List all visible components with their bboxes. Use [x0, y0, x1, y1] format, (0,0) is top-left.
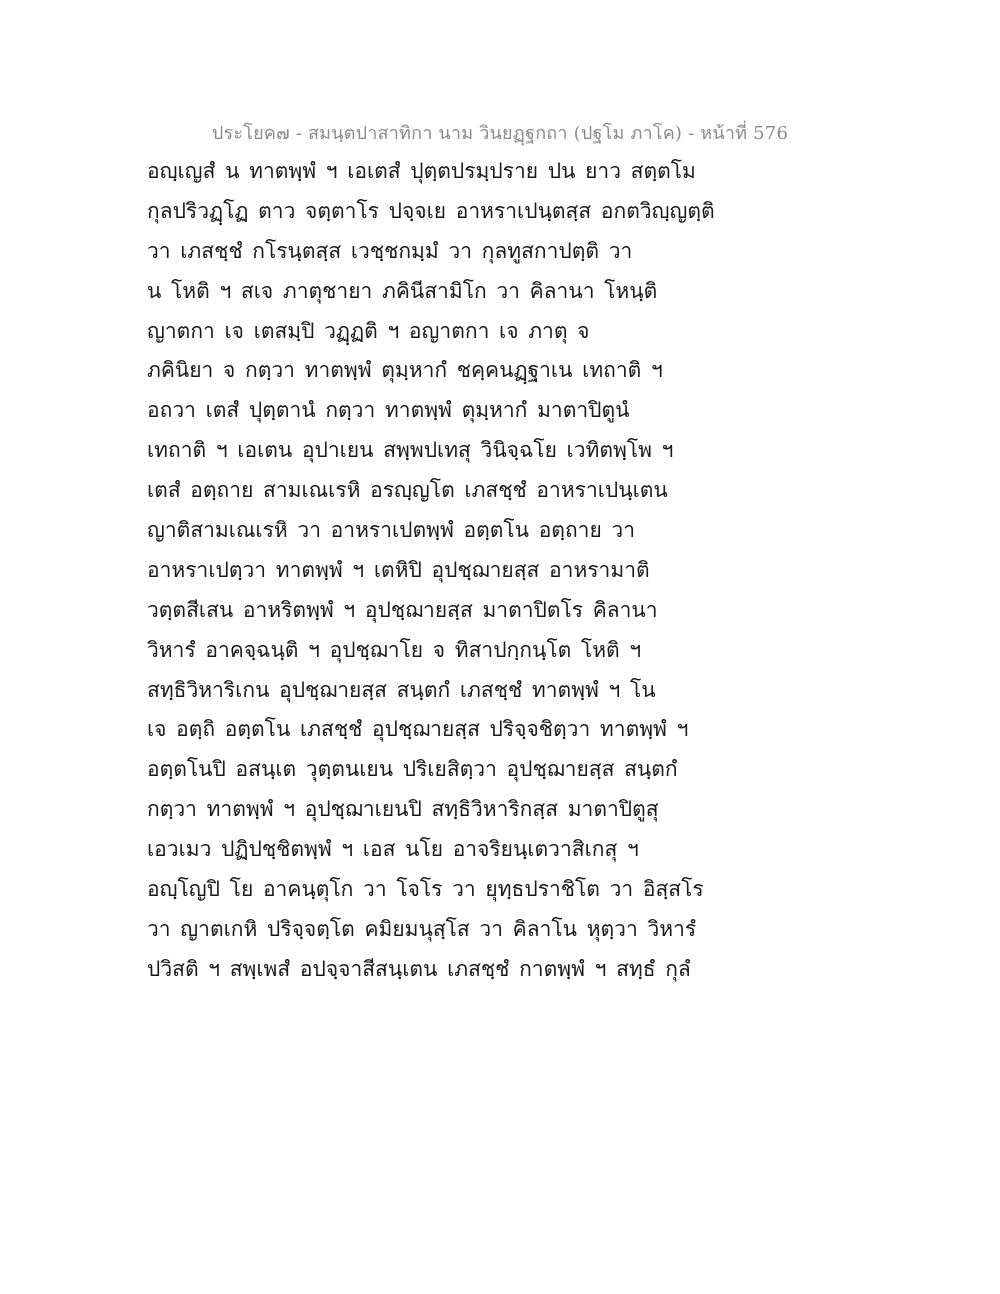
text-line: กุลปริวฏฺโฏ ตาว จตฺตาโร ปจฺจเย อาหราเปนฺตสฺส อกตวิญฺญตฺติ — [147, 198, 715, 223]
page-header: ประโยค๗ - สมนฺตปาสาทิกา นาม วินยฏฺฐกถา (ปฐโม ภาโค) - หน้าที่ 576 — [211, 123, 789, 144]
text-line: เตสํ อตฺถาย สามเณเรหิ อรญฺญโต เภสชฺชํ อาหราเปนฺเตน — [147, 478, 668, 503]
text-line: ญาตกา เจ เตสมฺปิ วฏฺฏติ ฯ อญาตกา เจ ภาตุ จ — [147, 318, 590, 343]
text-line: ญาติสามเณเรหิ วา อาหราเปตพฺพํ อตฺตโน อตฺถาย วา — [147, 518, 636, 543]
text-line: วตฺตสีเสน อาหริตพฺพํ ฯ อุปชฺฌายสฺส มาตาปิตโร คิลานา — [147, 597, 658, 622]
text-line: กตฺวา ทาตพฺพํ ฯ อุปชฺฌาเยนปิ สทฺธิวิหาริกสฺส มาตาปิตูสุ — [147, 797, 659, 822]
text-line: อญฺโญปิ โย อาคนฺตุโก วา โจโร วา ยุทฺธปราชิโต วา อิสฺสโร — [147, 877, 704, 902]
text-line: วา ญาตเกหิ ปริจฺจตฺโต คมิยมนุสฺโส วา คิลาโน หุตฺวา วิหารํ — [147, 916, 697, 941]
text-line: วิหารํ อาคจฺฉนฺติ ฯ อุปชฺฌาโย จ ทิสาปกฺกนฺโต โหติ ฯ — [147, 637, 642, 662]
text-line: ภคินิยา จ กตฺวา ทาตพฺพํ ตุมฺหากํ ชคฺคนฏฺฐาเน เทถาติ ฯ — [147, 358, 663, 383]
text-line: เจ อตฺถิ อตฺตโน เภสชฺชํ อุปชฺฌายสฺส ปริจฺจชิตฺวา ทาตพฺพํ ฯ — [147, 717, 689, 742]
text-line: น โหติ ฯ สเจ ภาตุชายา ภคินีสามิโก วา คิลานา โหนฺติ — [147, 278, 658, 303]
text-line: วา เภสชฺชํ กโรนฺตสฺส เวชฺชกมฺมํ วา กุลทูสกาปตฺติ วา — [147, 238, 633, 263]
text-line: สทฺธิวิหาริเกน อุปชฺฌายสฺส สนฺตกํ เภสชฺชํ ทาตพฺพํ ฯ โน — [147, 677, 656, 702]
text-line: อถวา เตสํ ปุตฺตานํ กตฺวา ทาตพฺพํ ตุมฺหากํ มาตาปิตูนํ — [147, 398, 630, 423]
text-line: อาหราเปตฺวา ทาตพฺพํ ฯ เตหิปิ อุปชฺฌายสฺส อาหรามาติ — [147, 557, 650, 582]
text-line: อญฺเญสํ น ทาตพฺพํ ฯ เอเตสํ ปุตฺตปรมฺปราย ปน ยาว สตฺตโม — [147, 159, 696, 183]
text-line: อตฺตโนปิ อสนฺเต วุตฺตนเยน ปริเยสิตฺวา อุปชฺฌายสฺส สนฺตกํ — [147, 757, 678, 782]
text-line: เทถาติ ฯ เอเตน อุปาเยน สพฺพปเทสุ วินิจฺฉโย เวทิตพฺโพ ฯ — [147, 438, 674, 463]
body-text — [147, 152, 867, 990]
text-line: เอวเมว ปฏิปชฺชิตพฺพํ ฯ เอส นโย อาจริยนฺเตวาสิเกสุ ฯ — [147, 837, 639, 862]
text-line: ปวิสติ ฯ สพฺเพสํ อปจฺจาสีสนฺเตน เภสชฺชํ กาตพฺพํ ฯ สทฺธํ กุลํ — [147, 956, 691, 981]
